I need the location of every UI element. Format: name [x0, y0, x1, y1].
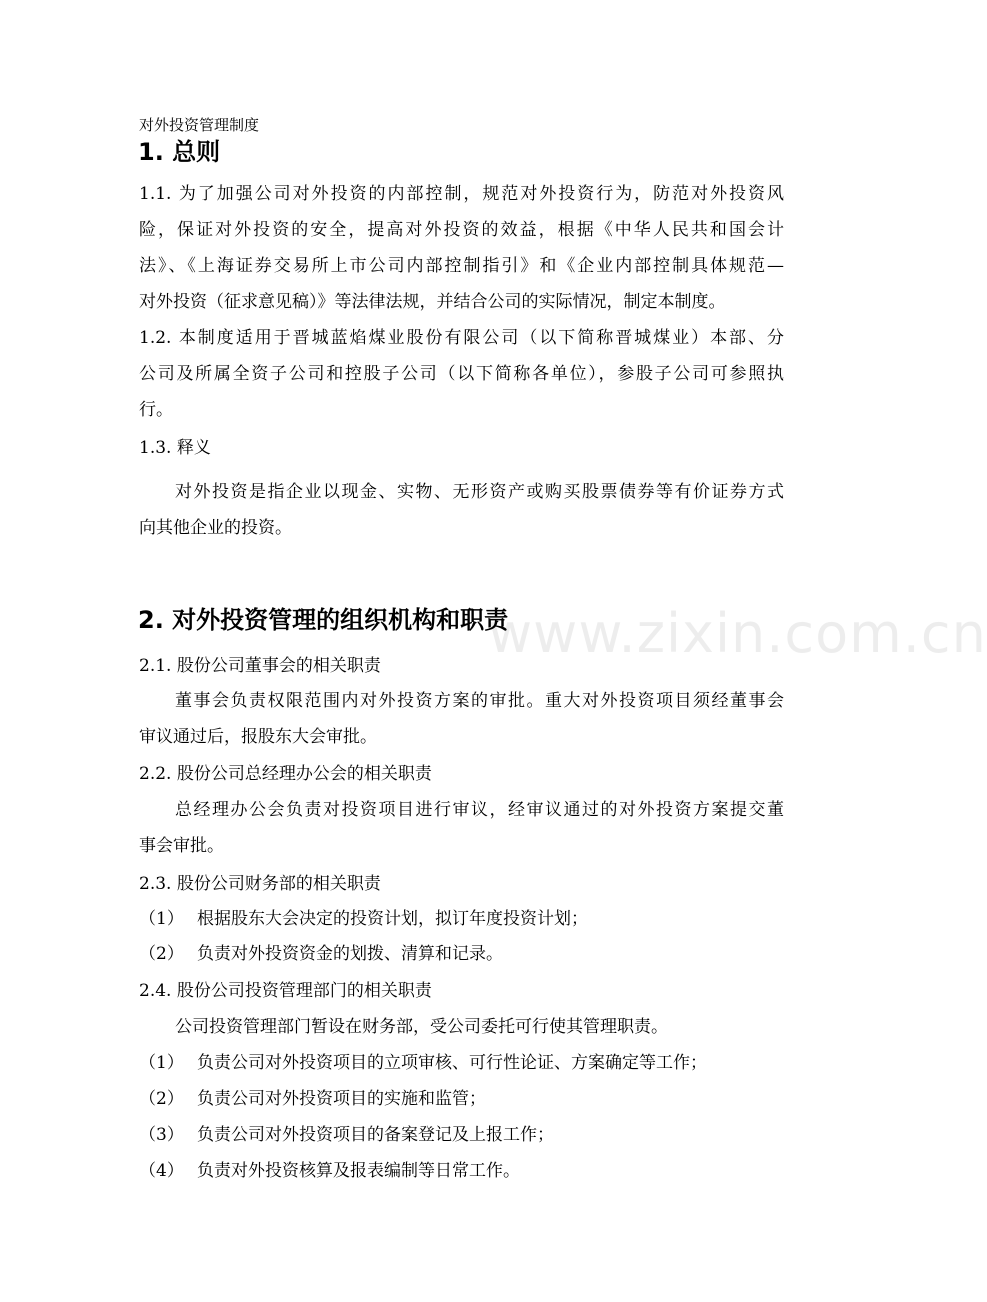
- text-line: 向其他企业的投资。: [139, 518, 292, 538]
- text-line: 对外投资是指企业以现金、实物、无形资产或购买股票债券等有价证券方式: [175, 482, 784, 502]
- list-item: [139, 936, 784, 972]
- paragraph-2-1: [139, 683, 784, 755]
- subsection-2-3-heading: 2.3. 股份公司财务部的相关职责: [139, 874, 381, 894]
- text-line: 行。: [139, 400, 173, 420]
- list-item-number: （1）: [139, 909, 184, 929]
- list-item-number: （2）: [139, 1089, 184, 1109]
- list-item-text: 负责公司对外投资项目的备案登记及上报工作；: [197, 1125, 554, 1145]
- text-line: 审议通过后，报股东大会审批。: [139, 727, 377, 747]
- section-2-heading: 2. 对外投资管理的组织机构和职责: [138, 606, 509, 634]
- text-line: 险，保证对外投资的安全，提高对外投资的效益，根据《中华人民共和国会计: [139, 220, 784, 240]
- text-line: 事会审批。: [139, 836, 224, 856]
- text-line: 董事会负责权限范围内对外投资方案的审批。重大对外投资项目须经董事会: [175, 691, 784, 711]
- document-title: 对外投资管理制度: [139, 116, 260, 134]
- subsection-2-4-heading: 2.4. 股份公司投资管理部门的相关职责: [139, 981, 432, 1001]
- list-item-number: （2）: [139, 944, 184, 964]
- watermark: www.zixin.com.cn: [488, 602, 987, 665]
- paragraph-2-2: [139, 792, 784, 864]
- list-item: [139, 1153, 784, 1189]
- list-item: [139, 1117, 784, 1153]
- text-line: 对外投资（征求意见稿）》等法律法规，并结合公司的实际情况，制定本制度。: [139, 292, 726, 312]
- list-item-number: （4）: [139, 1161, 184, 1181]
- text-line: 总经理办公会负责对投资项目进行审议，经审议通过的对外投资方案提交董: [175, 800, 784, 820]
- text-line: 1.2. 本制度适用于晋城蓝焰煤业股份有限公司（以下简称晋城煤业）本部、分: [139, 328, 784, 348]
- text-line: 法》、《上海证券交易所上市公司内部控制指引》和《企业内部控制具体规范—: [139, 256, 784, 276]
- list-item: [139, 1081, 784, 1117]
- subsection-1-3-heading: 1.3. 释义: [139, 438, 211, 458]
- text-line: 1.1. 为了加强公司对外投资的内部控制，规范对外投资行为，防范对外投资风: [139, 184, 784, 204]
- subsection-2-2-heading: 2.2. 股份公司总经理办公会的相关职责: [139, 764, 432, 784]
- list-item-number: （3）: [139, 1125, 184, 1145]
- paragraph-1-2: [139, 320, 784, 428]
- list-item-text: 负责公司对外投资项目的立项审核、可行性论证、方案确定等工作；: [197, 1053, 707, 1073]
- section-1-heading: 1. 总则: [138, 138, 221, 166]
- list-item: [139, 901, 784, 937]
- subsection-2-4-intro: 公司投资管理部门暂设在财务部，受公司委托可行使其管理职责。: [175, 1017, 668, 1037]
- list-item-text: 负责对外投资资金的划拨、清算和记录。: [197, 944, 503, 964]
- list-item-number: （1）: [139, 1053, 184, 1073]
- paragraph-1-1: [139, 176, 784, 320]
- list-item-text: 负责公司对外投资项目的实施和监管；: [197, 1089, 486, 1109]
- text-line: 公司及所属全资子公司和控股子公司（以下简称各单位），参股子公司可参照执: [139, 364, 784, 384]
- list-item: [139, 1045, 784, 1081]
- subsection-2-1-heading: 2.1. 股份公司董事会的相关职责: [139, 656, 381, 676]
- list-item-text: 根据股东大会决定的投资计划，拟订年度投资计划；: [197, 909, 588, 929]
- list-item-text: 负责对外投资核算及报表编制等日常工作。: [197, 1161, 520, 1181]
- paragraph-1-3: [139, 474, 784, 546]
